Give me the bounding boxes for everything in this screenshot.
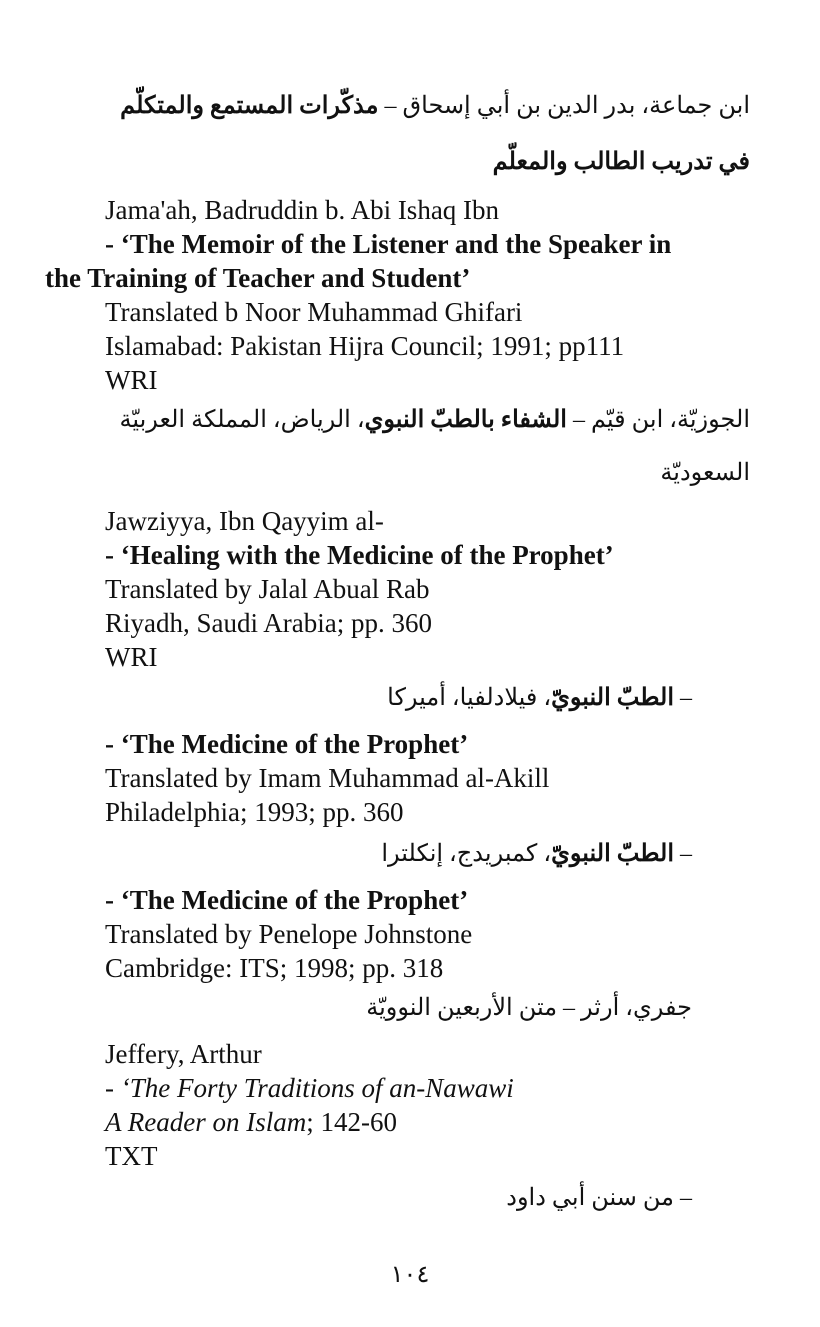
book-title: - ‘The Medicine of the Prophet’ <box>105 885 469 915</box>
source-book: A Reader on Islam <box>105 1107 307 1137</box>
translator: Translated b Noor Muhammad Ghifari <box>105 297 523 327</box>
arabic-title: الشفاء بالطبّ النبوي <box>364 407 567 433</box>
book-title: - ‘The Medicine of the Prophet’ <box>105 729 469 759</box>
arabic-citation-continued: السعوديّة <box>660 460 750 486</box>
arabic-citation-line: جفري، أرثر – متن الأربعين النوويّة <box>366 995 692 1021</box>
book-title: - ‘The Memoir of the Listener and the Speaker in <box>105 229 672 259</box>
arabic-citation-line: – من سنن أبي داود <box>506 1185 692 1211</box>
source-pages: ; 142-60 <box>306 1107 397 1137</box>
source-tag: WRI <box>105 642 158 672</box>
publication-info: Islamabad: Pakistan Hijra Council; 1991; pp111 <box>105 331 625 361</box>
translator: Translated by Penelope Johnstone <box>105 919 473 949</box>
translator: Translated by Imam Muhammad al-Akill <box>105 763 550 793</box>
arabic-title: مذكّرات المستمع والمتكلّم <box>120 93 379 119</box>
book-title: - ‘The Forty Traditions of an-Nawawi <box>105 1073 514 1103</box>
arabic-title: الطبّ النبويّ <box>551 841 674 867</box>
arabic-dash: – <box>674 841 692 867</box>
author-name: Jeffery, Arthur <box>105 1039 262 1069</box>
arabic-citation-line <box>387 680 692 716</box>
arabic-publisher: ، فيلادلفيا، أميركا <box>387 685 552 711</box>
author-name: Jama'ah, Badruddin b. Abi Ishaq Ibn <box>105 195 500 225</box>
publication-info: Cambridge: ITS; 1998; pp. 318 <box>105 953 444 983</box>
arabic-publisher: ، كمبريدج، إنكلترا <box>381 841 552 867</box>
author-name: Jawziyya, Ibn Qayyim al- <box>105 506 384 536</box>
arabic-title-continued: في تدريب الطالب والمعلّم <box>492 149 750 175</box>
arabic-citation-line <box>381 836 692 872</box>
arabic-dash: – <box>674 685 692 711</box>
source-tag: WRI <box>105 365 158 395</box>
arabic-author: ابن جماعة، بدر الدين بن أبي إسحاق – <box>378 93 750 119</box>
source-tag: TXT <box>105 1141 158 1171</box>
arabic-citation-line <box>119 402 750 438</box>
arabic-publisher: ، الرياض، المملكة العربيّة <box>119 407 365 433</box>
publication-info: Philadelphia; 1993; pp. 360 <box>105 797 404 827</box>
arabic-title: الطبّ النبويّ <box>551 685 674 711</box>
page-number: ١٠٤ <box>390 1262 430 1288</box>
translator: Translated by Jalal Abual Rab <box>105 574 430 604</box>
arabic-citation-line <box>120 88 750 124</box>
arabic-author: الجوزيّة، ابن قيّم – <box>566 407 750 433</box>
book-title-continued: the Training of Teacher and Student’ <box>45 263 471 293</box>
book-title: - ‘Healing with the Medicine of the Prophet’ <box>105 540 614 570</box>
source-reference <box>105 1106 397 1139</box>
publication-info: Riyadh, Saudi Arabia; pp. 360 <box>105 608 432 638</box>
